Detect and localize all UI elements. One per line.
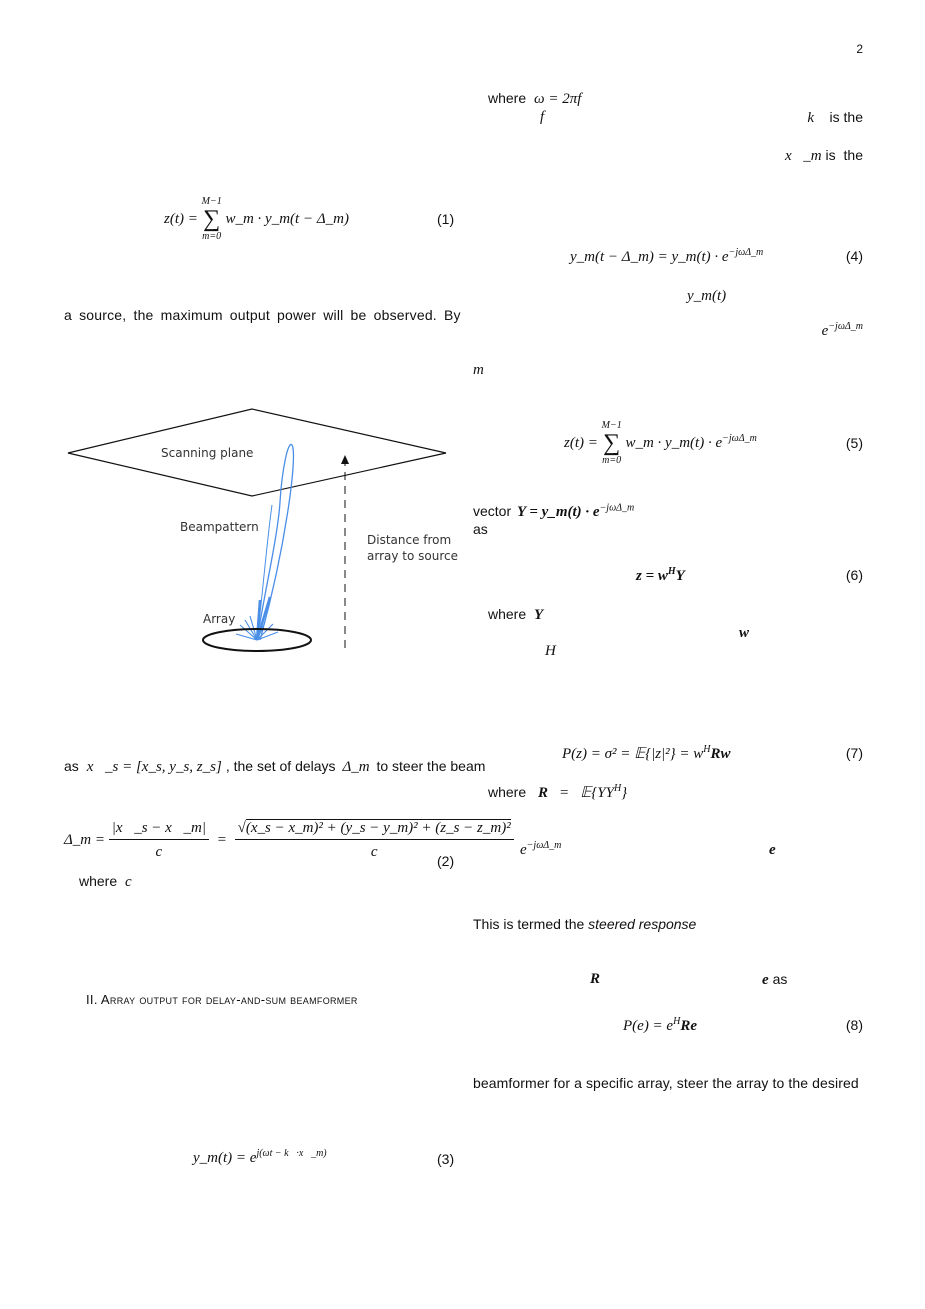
equation-7-number: (7) bbox=[845, 745, 863, 761]
equation-2-number: (2) bbox=[437, 853, 455, 869]
e-symbol: e bbox=[769, 842, 776, 858]
beampattern-label: Beampattern bbox=[180, 520, 259, 534]
equation-8-number: (8) bbox=[845, 1017, 863, 1033]
equation-6: $z = w^HY$ bbox=[636, 566, 685, 584]
where-omega-line: where ω = 2πf bbox=[488, 90, 582, 107]
xm-vector-line: x⃗_m is the bbox=[784, 147, 863, 164]
w-symbol: w bbox=[739, 625, 750, 641]
m-symbol: m bbox=[473, 362, 484, 378]
distance-arrow-head bbox=[341, 455, 349, 464]
beamforming-figure bbox=[60, 400, 460, 660]
equation-7: P(z) = σ² = 𝔼{|z|²} = $w^HRw$ bbox=[562, 744, 731, 762]
equation-1: z(t) = M−1 ∑ m=0 w_m · y_m(t − Δ_m) bbox=[164, 196, 349, 242]
equation-5-number: (5) bbox=[845, 435, 863, 451]
ym-symbol: y_m(t) bbox=[687, 288, 727, 304]
side-lobes bbox=[236, 597, 278, 640]
distance-label-line-2: array to source bbox=[367, 549, 458, 563]
equation-6-number: (6) bbox=[845, 567, 863, 583]
page-number: 2 bbox=[856, 42, 863, 56]
where-c-line: where c bbox=[79, 873, 132, 890]
R-symbol: R bbox=[590, 971, 601, 987]
equation-2-fraction-2: $\frac{\text{√(x\_s − x\_m)² + (y\_s − y\_m)² + (z\_s − z\_m)²}}{c}$ bbox=[235, 818, 514, 862]
e-as-line: e as bbox=[762, 971, 788, 988]
equation-3-number: (3) bbox=[437, 1151, 455, 1167]
array-label: Array bbox=[203, 612, 236, 626]
f-symbol: f bbox=[540, 109, 545, 125]
section-heading: II. Array output for delay-and-sum beamformer bbox=[86, 992, 358, 1007]
equation-2: Δ_m = $\frac{|x⃗\_s - x⃗\_m|}{c}$ = $\frac{\text{√(x\_s − x\_m)² + (y\_s − y\_m)² + (z\_s − z\_m)²}}{c}$ bbox=[64, 818, 514, 862]
equation-3: y_m(t) = $e^{j(\omega t - k⃗\cdot x⃗\_m)}$ bbox=[193, 1148, 327, 1166]
where-R-line: where $R = 𝔼\{YY^H\}$ bbox=[488, 783, 628, 801]
equation-5: z(t) = M−1 ∑ m=0 w_m · y_m(t) · $e^{-j\omega\Delta\_m}$ bbox=[564, 420, 757, 466]
paragraph-beamformer-line: beamformer for a specific array, steer the array to the desired bbox=[473, 1075, 859, 1091]
where-Y-line: where Y bbox=[488, 606, 544, 623]
H-symbol: H bbox=[545, 643, 556, 659]
exp-symbol: $e^{-j\omega\Delta\_m}$ bbox=[821, 321, 863, 339]
beampattern-lobe bbox=[257, 444, 293, 640]
equation-4-number: (4) bbox=[845, 248, 863, 264]
equation-1-number: (1) bbox=[437, 211, 455, 227]
k-vector-line: k⃗ is the bbox=[807, 109, 863, 126]
steered-response-line: This is termed the steered response bbox=[473, 916, 697, 932]
as-word: as bbox=[473, 521, 488, 537]
paragraph-delays-line: as x⃗_s = [x_s, y_s, z_s] , the set of delays Δ_m to steer the beam bbox=[64, 758, 486, 775]
scanning-plane-shape bbox=[68, 409, 446, 496]
equation-4: y_m(t − Δ_m) = y_m(t) · $e^{-j\omega\Delta\_m}$ bbox=[570, 247, 764, 265]
paragraph-source-line: a source, the maximum output power will be observed. By bbox=[64, 307, 461, 323]
sum-operator: M−1 ∑ m=0 bbox=[201, 196, 222, 242]
vector-Y-line: vector Y = y_m(t) · $e^{-j\omega\Delta\_m}$ bbox=[473, 502, 635, 520]
equation-8: $P(e) = e^HRe$ bbox=[623, 1016, 697, 1034]
distance-label-line-1: Distance from bbox=[367, 533, 452, 547]
equation-2-fraction-1: $\frac{|x⃗\_s - x⃗\_m|}{c}$ bbox=[109, 818, 209, 862]
scanning-plane-label: Scanning plane bbox=[161, 446, 254, 460]
e-exp-term: $e^{-j\omega\Delta\_m}$ bbox=[520, 840, 562, 858]
sum-operator: M−1 ∑ m=0 bbox=[601, 420, 622, 466]
